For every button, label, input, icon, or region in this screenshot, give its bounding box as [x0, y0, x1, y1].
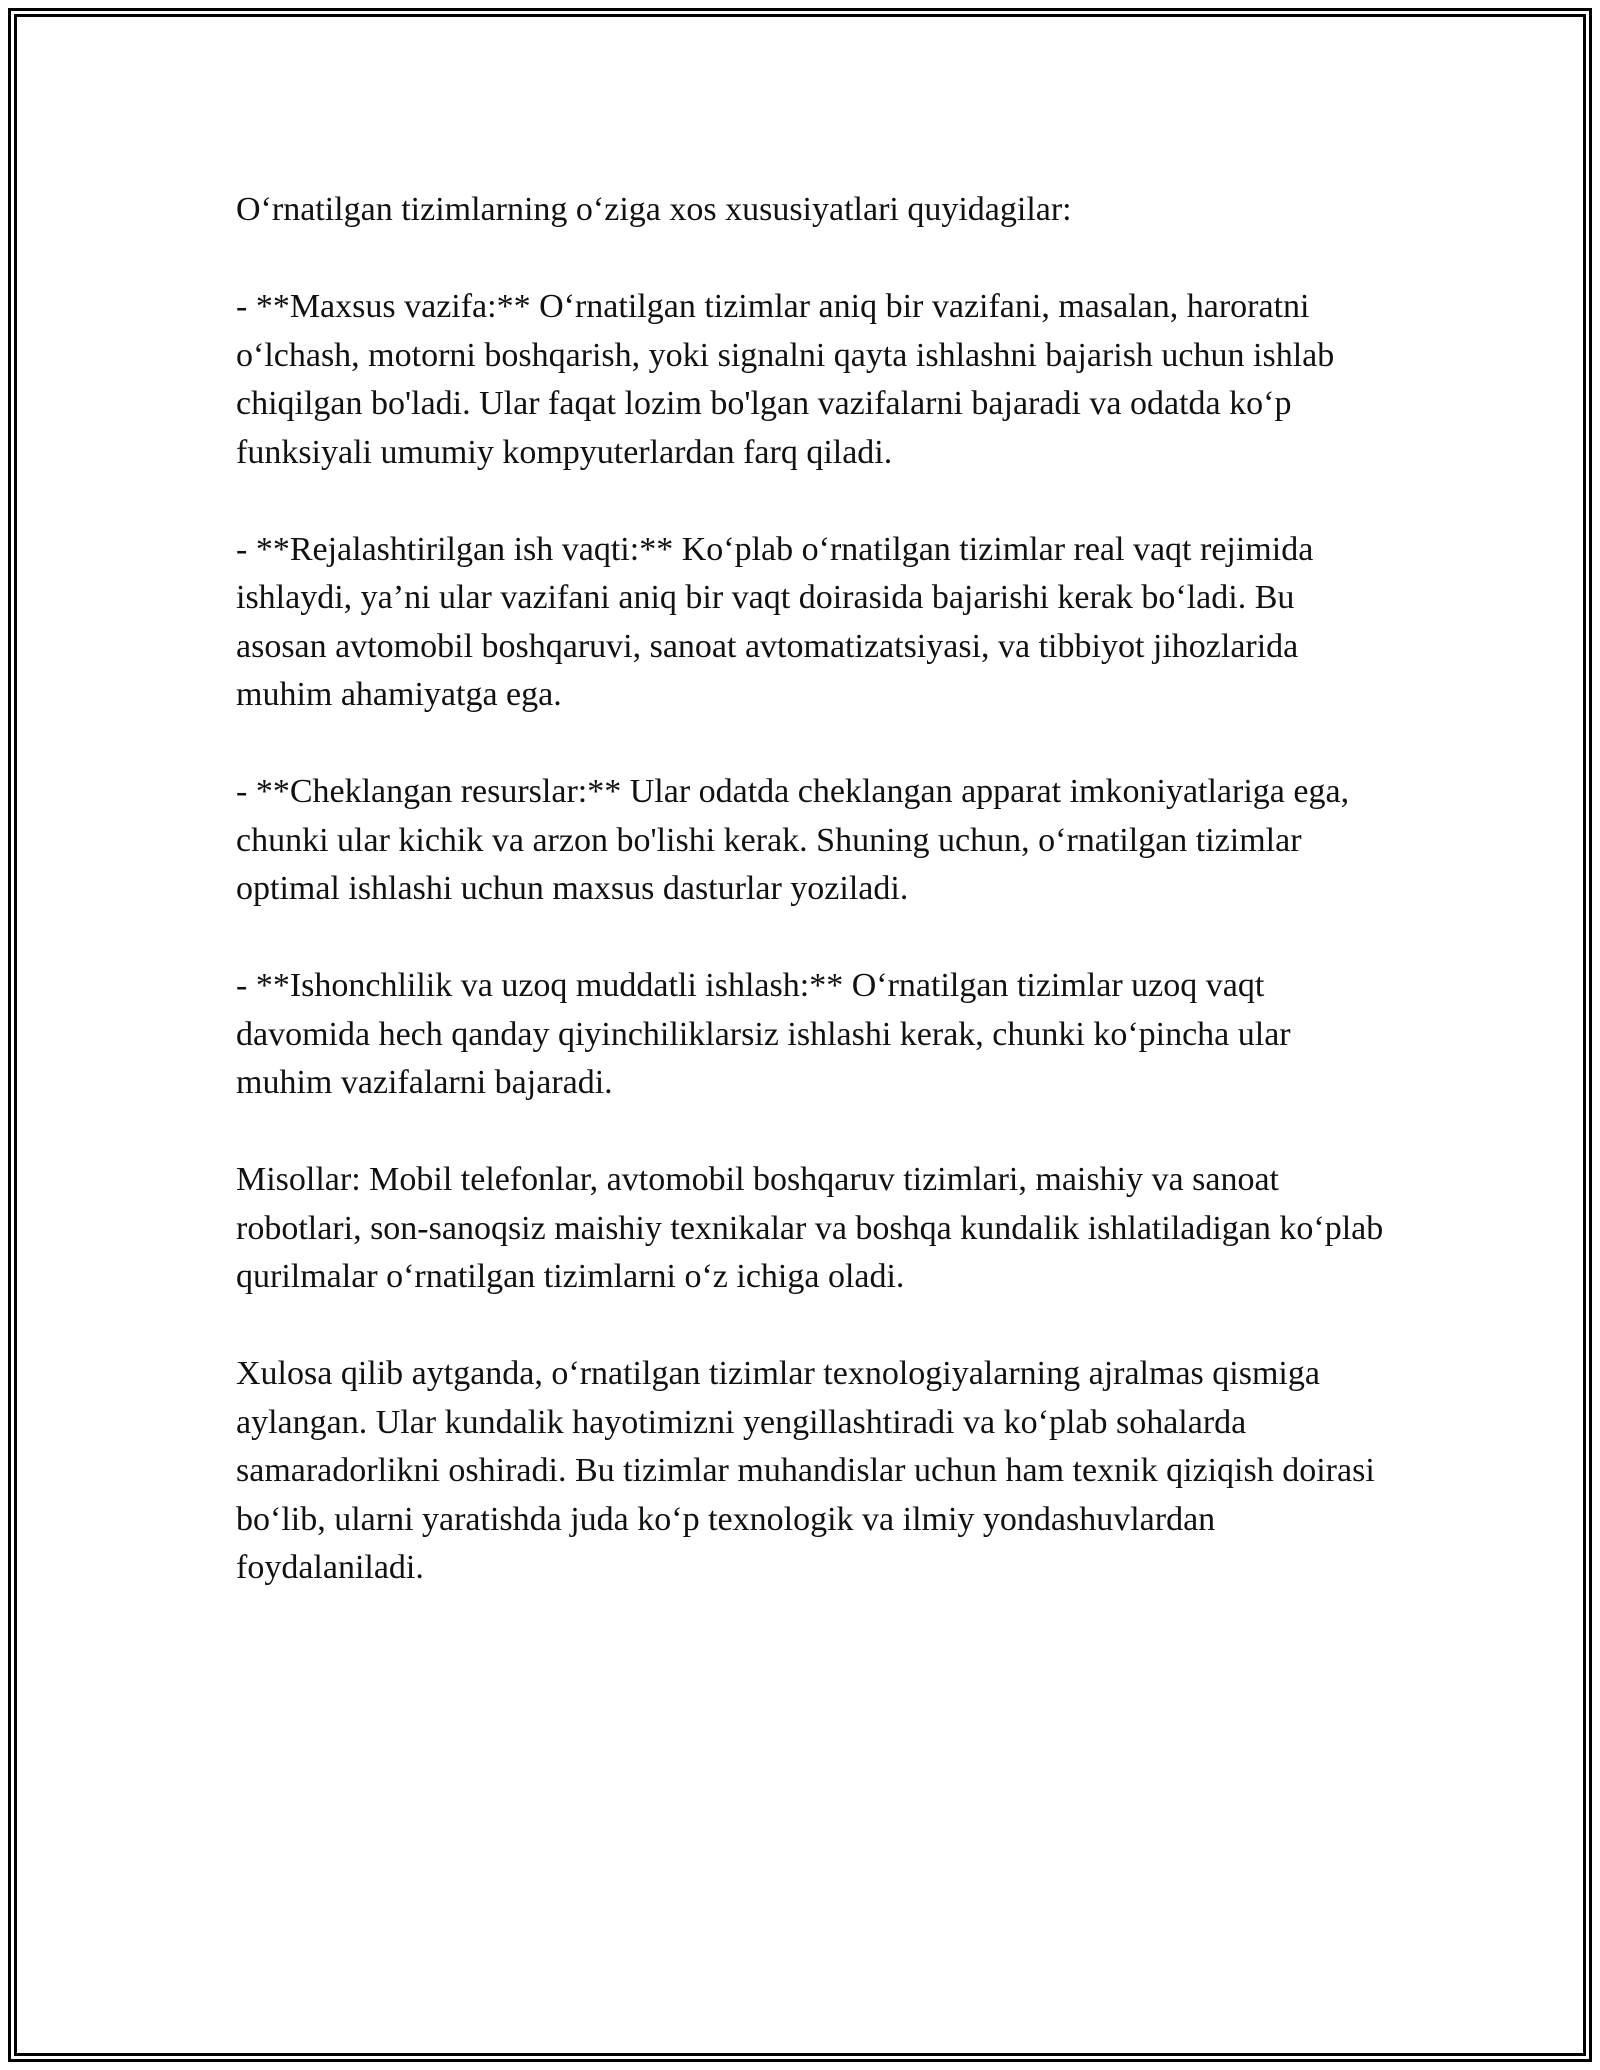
examples-paragraph: Misollar: Mobil telefonlar, avtomobil boshqaruv tizimlari, maishiy va sanoat robotlari, son-sanoqsiz maishiy texnikalar va boshqa kundalik ishlatiladigan ko‘plab qurilmalar o‘rnatilgan tizimlarni o‘z ichiga oladi.	[236, 1161, 1384, 1295]
bullet-reliability: - **Ishonchlilik va uzoq muddatli ishlash:** O‘rnatilgan tizimlar uzoq vaqt davomida hech qanday qiyinchiliklarsiz ishlashi kerak, chunki ko‘pincha ular muhim vazifalarni bajaradi.	[236, 967, 1291, 1101]
document-body	[236, 186, 1386, 1641]
conclusion-paragraph: Xulosa qilib aytganda, o‘rnatilgan tizimlar texnologiyalarning ajralmas qismiga aylangan. Ular kundalik hayotimizni yengillashtiradi va ko‘plab sohalarda samaradorlikni oshiradi. Bu tizimlar muhandislar uchun ham texnik qiziqish doirasi bo‘lib, ularni yaratishda juda ko‘p texnologik va ilmiy yondashuvlardan foydalaniladi.	[236, 1355, 1375, 1586]
bullet-limited-resources: - **Cheklangan resurslar:** Ular odatda cheklangan apparat imkoniyatlariga ega, chunki ular kichik va arzon bo'lishi kerak. Shuning uchun, o‘rnatilgan tizimlar optimal ishlashi uchun maxsus dasturlar yoziladi.	[236, 773, 1350, 907]
bullet-special-purpose: - **Maxsus vazifa:** O‘rnatilgan tizimlar aniq bir vazifani, masalan, haroratni o‘lchash, motorni boshqarish, yoki signalni qayta ishlashni bajarish uchun ishlab chiqilgan bo'ladi. Ular faqat lozim bo'lgan vazifalarni bajaradi va odatda ko‘p funksiyali umumiy kompyuterlardan farq qiladi.	[236, 288, 1335, 471]
intro-paragraph: O‘rnatilgan tizimlarning o‘ziga xos xususiyatlari quyidagilar:	[236, 191, 1072, 228]
bullet-real-time: - **Rejalashtirilgan ish vaqti:** Ko‘plab o‘rnatilgan tizimlar real vaqt rejimida ishlaydi, ya’ni ular vazifani aniq bir vaqt doirasida bajarishi kerak bo‘ladi. Bu asosan avtomobil boshqaruvi, sanoat avtomatizatsiyasi, va tibbiyot jihozlarida muhim ahamiyatga ega.	[236, 530, 1314, 713]
